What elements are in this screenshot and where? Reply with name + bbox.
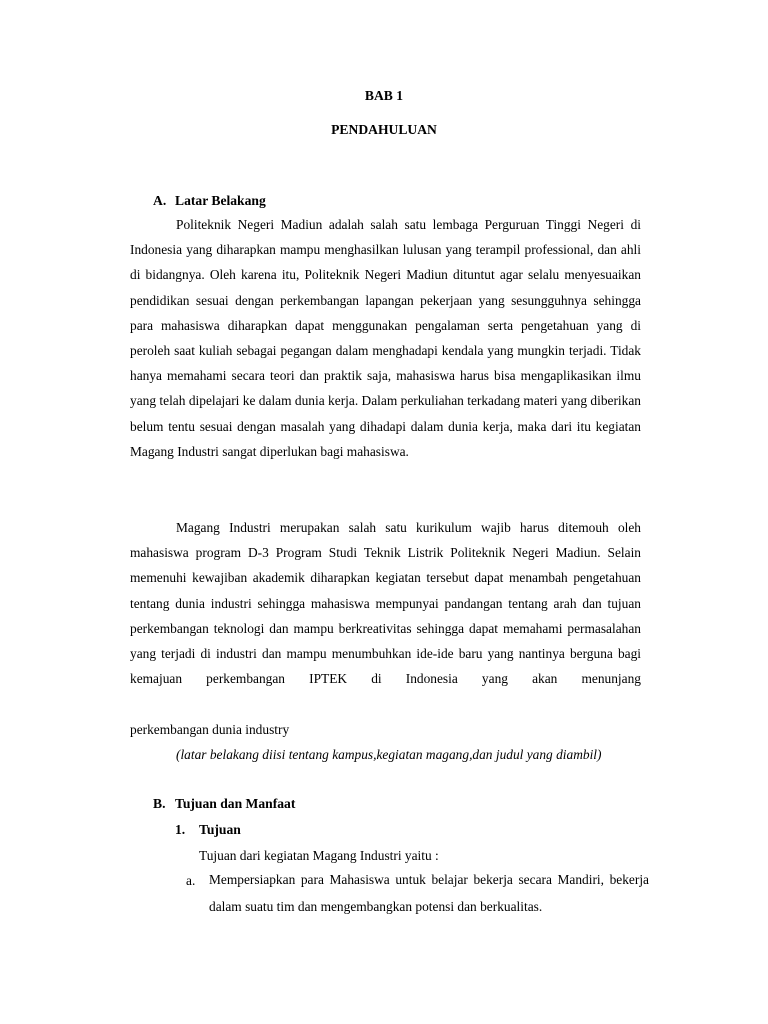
chapter-number: BAB 1 (364, 88, 404, 103)
objective-item-a-text: Mempersiapkan para Mahasiswa untuk belajar bekerja secara Mandiri, bekerja dalam suatu tim dan mengembangkan potensi dan berkualitas. (209, 872, 649, 914)
chapter-title: PENDAHULUAN (331, 122, 437, 137)
subsection-1-title: Tujuan (199, 822, 241, 837)
objective-item-a-marker: a. (186, 873, 196, 888)
background-paragraph-1: Politeknik Negeri Madiun adalah salah satu lembaga Perguruan Tinggi Negeri di Indonesia yang diharapkan mampu menghasilkan lulusan yang terampil professional, dan ahli di bidangnya. Oleh karena itu, Politeknik Negeri Madiun dituntut agar selalu menyesuaikan pendidikan sesuai dengan perkembangan lapangan pekerjaan yang sesungguhnya sehingga para mahasiswa diharapkan dapat menggunakan pengalaman serta pengetahuan yang di peroleh saat kuliah sebagai pegangan dalam menghadapi kendala yang mungkin terjadi. Tidak hanya memahami secara teori dan praktik saja, mahasiswa harus bisa mengaplikasikan ilmu yang telah dipelajari ke dalam dunia kerja. Dalam perkuliahan terkadang materi yang diberikan belum tentu sesuai dengan masalah yang dihadapi dalam dunia kerja, maka dari itu kegiatan Magang Industri sangat diperlukan bagi mahasiswa. (130, 217, 641, 459)
background-note: (latar belakang diisi tentang kampus,kegiatan magang,dan judul yang diambil) (176, 747, 602, 762)
subsection-1-heading (175, 822, 241, 838)
background-paragraph-2-last-line: perkembangan dunia industry (130, 722, 290, 737)
section-b-heading (153, 796, 295, 812)
subsection-1-marker: 1. (175, 822, 186, 837)
section-a-heading (153, 193, 266, 209)
background-paragraph-2: Magang Industri merupakan salah satu kurikulum wajib harus ditemouh oleh mahasiswa program D-3 Program Studi Teknik Listrik Politeknik Negeri Madiun. Selain memenuhi kewajiban akademik diharapkan kegiatan tersebut dapat menambah pengetahuan tentang dunia industri sehingga mahasiswa mempunyai pandangan tentang arah dan tujuan perkembangan teknologi dan mampu berkreativitas sehingga dapat memahami permasalahan yang terjadi di industri dan mampu menumbuhkan ide-ide baru yang nantinya berguna bagi kemajuan perkembangan IPTEK di Indonesia yang akan menunjang (130, 520, 641, 687)
section-b-title: Tujuan dan Manfaat (175, 796, 296, 811)
section-b-marker: B. (153, 796, 166, 811)
section-a-marker: A. (153, 193, 167, 208)
objective-intro: Tujuan dari kegiatan Magang Industri yaitu : (199, 848, 439, 863)
section-a-title: Latar Belakang (175, 193, 266, 208)
